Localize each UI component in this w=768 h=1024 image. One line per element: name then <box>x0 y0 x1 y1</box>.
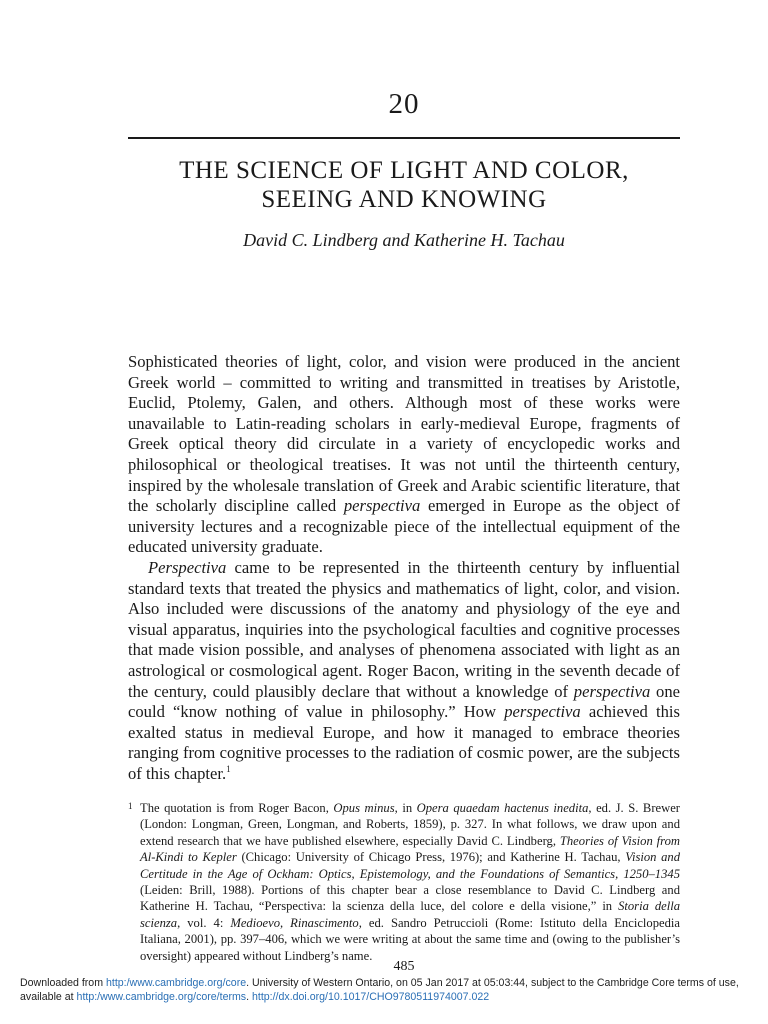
header-rule <box>128 137 680 139</box>
text-span: . <box>246 991 252 1003</box>
terms-link[interactable]: http:/www.cambridge.org/core/terms <box>76 991 247 1003</box>
paragraph-1 <box>128 352 680 558</box>
cambridge-core-link[interactable]: http:/www.cambridge.org/core <box>105 977 247 989</box>
text-span: Downloaded from <box>20 977 106 989</box>
footnote <box>128 800 680 964</box>
chapter-authors: David C. Lindberg and Katherine H. Tachau <box>243 230 565 250</box>
text-span: , vol. 4: <box>177 915 231 930</box>
italic-term: perspectiva <box>573 681 651 701</box>
italic-title: Opus minus <box>333 801 395 815</box>
italic-title: Theories of Vision from Al-Kindi to Kepler <box>140 833 680 865</box>
italic-title: Storia della scienza <box>140 899 681 930</box>
italic-term: perspectiva <box>504 702 581 722</box>
doi-link[interactable]: http://dx.doi.org/10.1017/CHO9780511974007.022 <box>252 991 490 1003</box>
text-span: . University of Western Ontario, on 05 Jan 2017 at 05:03:44, subject to the Cambridge Core terms of use, available at <box>20 977 739 1003</box>
text-span: one could “know nothing of value in philosophy.” How <box>128 681 680 722</box>
text-span: , ed. J. S. Brewer (London: Longman, Green, Longman, and Roberts, 1859), p. 327. In what follows, we draw upon and extend research that we have published elsewhere, especially David C. Lindberg, <box>140 801 680 848</box>
text-span: (Leiden: Brill, 1988). Portions of this chapter bear a close resemblance to David C. Lindberg and Katherine H. Tachau, “Perspectiva: la scienza della luce, del colore e della visione,” in <box>140 883 680 914</box>
text-span: emerged in Europe as the object of university lectures and a recognizable piece of the intellectual equipment of the educated university graduate. <box>128 496 681 557</box>
page-number: 485 <box>393 959 415 974</box>
download-notice <box>20 976 758 1004</box>
italic-term: Perspectiva <box>148 557 227 577</box>
body-text <box>128 352 680 784</box>
chapter-title-line1: THE SCIENCE OF LIGHT AND COLOR, <box>179 157 629 184</box>
italic-title: Vision and Certitude in the Age of Ockham: Optics, Epistemology, and the Foundations of Semantics, 1250–1345 <box>140 850 680 881</box>
chapter-number: 20 <box>388 88 420 120</box>
text-span: , ed. Sandro Petruccioli (Rome: Istituto della Enciclopedia Italiana, 2001), pp. 397–406, which we were writing at about the same time and (owing to the publisher’s oversight) appeared without Lindberg’s name. <box>140 915 680 963</box>
chapter-title-line2: SEEING AND KNOWING <box>261 186 547 213</box>
italic-term: perspectiva <box>343 496 421 516</box>
text-span: came to be represented in the thirteenth century by influential standard texts that treated the physics and mathematics of light, color, and vision. Also included were discussions of the anatomy and physiology of the eye and visual apparatus, inquiries into the psychological faculties and cognitive processes that made vision possible, and analyses of phenomena associated with light as an astrological or cosmological agent. Roger Bacon, writing in the seventh decade of the century, could plausibly declare that without a knowledge of <box>128 557 680 701</box>
text-span: achieved this exalted status in medieval Europe, and how it managed to embrace theories ranging from cognitive processes to the radiation of cosmic power, are the subjects of this chapter. <box>128 702 680 783</box>
paragraph-2 <box>128 558 680 785</box>
italic-title: Medioevo, Rinascimento <box>230 915 359 930</box>
text-span: , in <box>394 801 417 815</box>
italic-title: Opera quaedam hactenus inedita <box>416 801 589 815</box>
text-span: (Chicago: University of Chicago Press, 1976); and Katherine H. Tachau, <box>236 850 626 865</box>
chapter-title <box>128 156 680 214</box>
footnote-mark: 1 <box>128 801 133 811</box>
text-span: Sophisticated theories of light, color, and vision were produced in the ancient Greek world – committed to writing and transmitted in treatises by Aristotle, Euclid, Ptolemy, Galen, and others. Although most of these works were unavailable to Latin-reading scholars in early-medieval Europe, fragments of Greek optical theory did circulate in a variety of encyclopedic works and philosophical or theological treatises. It was not until the thirteenth century, inspired by the wholesale translation of Greek and Arabic scientific literature, that the scholarly discipline called <box>128 352 680 516</box>
text-span: The quotation is from Roger Bacon, <box>140 801 334 815</box>
footnote-reference[interactable]: 1 <box>226 763 231 774</box>
